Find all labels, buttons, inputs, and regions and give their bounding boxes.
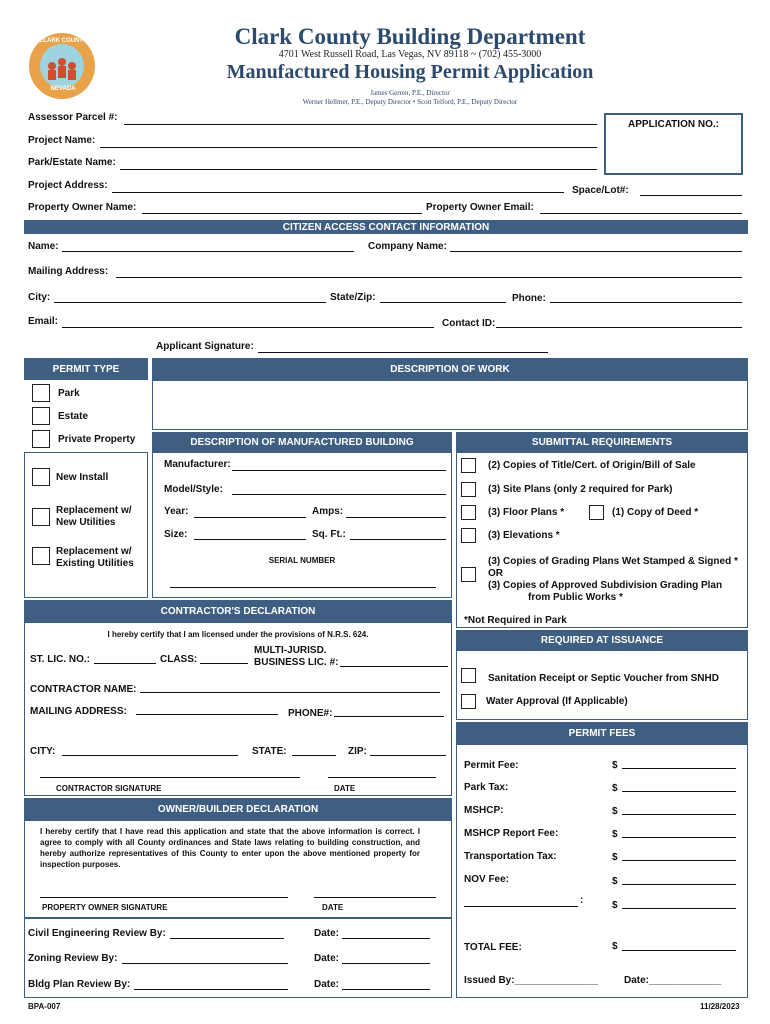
replacement-new-utilities-checkbox[interactable]	[32, 508, 50, 526]
project-address-label: Project Address:	[28, 180, 108, 191]
sqft-input[interactable]	[350, 539, 446, 540]
park-tax-input[interactable]	[622, 791, 736, 792]
private-property-checkbox[interactable]	[32, 430, 50, 448]
year-label: Year:	[164, 506, 189, 517]
assessor-parcel-input[interactable]	[124, 124, 597, 125]
zoning-review-date-label: Date:	[314, 953, 340, 964]
email-input[interactable]	[62, 327, 434, 328]
contractor-name-input[interactable]	[140, 692, 440, 693]
class-input[interactable]	[200, 663, 248, 664]
contractor-date-label: DATE	[334, 784, 356, 793]
review-box	[24, 918, 452, 998]
form-title: Manufactured Housing Permit Application	[226, 61, 594, 83]
deputy-directors: Werner Hellmer, P.E., Deputy Director • Scott Telford, P.E., Deputy Director	[302, 98, 518, 106]
department-name: Clark County Building Department	[234, 24, 586, 49]
st-lic-label: ST. LIC. NO.:	[30, 654, 90, 665]
subdivision-grading-label: (3) Copies of Approved Subdivision Grading Plan	[488, 580, 723, 591]
other-fee-colon: :	[580, 895, 584, 906]
logo-text-top: CLARK COUNTY	[39, 38, 87, 44]
transportation-tax-label: Transportation Tax:	[464, 851, 557, 862]
owner-name-input[interactable]	[142, 213, 422, 214]
civil-review-date-label: Date:	[314, 928, 340, 939]
owner-email-input[interactable]	[540, 213, 742, 214]
application-number-box[interactable]	[604, 113, 743, 175]
other-fee-input[interactable]	[622, 908, 736, 909]
floor-plans-label: (3) Floor Plans *	[488, 507, 565, 518]
copy-of-deed-checkbox[interactable]	[589, 505, 604, 520]
contractor-mailing-input[interactable]	[136, 714, 278, 715]
other-fee-description-input[interactable]	[464, 906, 578, 907]
owner-declaration-text: I hereby certify that I have read this application and state that the above information is correct. I agree to comply with all County ordinances and State laws relating to building construction, and hereby authorize representatives of this County to enter upon the above mentioned property for inspection purposes.	[40, 827, 420, 869]
civil-review-label: Civil Engineering Review By:	[28, 928, 166, 939]
submittal-requirements-header: SUBMITTAL REQUIREMENTS	[456, 432, 748, 452]
park-tax-currency: $	[612, 783, 618, 794]
citizen-name-input[interactable]	[62, 251, 354, 252]
amps-input[interactable]	[346, 517, 446, 518]
park-estate-input[interactable]	[120, 169, 597, 170]
transportation-tax-currency: $	[612, 852, 618, 863]
space-lot-label: Space/Lot#:	[572, 185, 629, 196]
mailing-address-label: Mailing Address:	[28, 266, 109, 277]
mshcp-report-fee-label: MSHCP Report Fee:	[464, 828, 559, 839]
transportation-tax-input[interactable]	[622, 860, 736, 861]
copy-of-deed-label: (1) Copy of Deed *	[612, 507, 699, 518]
issued-date-field[interactable]: Date:_____________	[624, 975, 722, 986]
manufacturer-input[interactable]	[232, 470, 446, 471]
serial-number-input[interactable]	[170, 587, 436, 588]
contractor-phone-label: PHONE#:	[288, 708, 333, 719]
park-label: Park	[58, 388, 80, 399]
manufactured-building-box	[152, 452, 452, 598]
required-at-issuance-box	[456, 650, 748, 720]
city-label: City:	[28, 292, 51, 303]
contractor-state-label: STATE:	[252, 746, 287, 757]
st-lic-input[interactable]	[94, 663, 156, 664]
mailing-address-input[interactable]	[116, 277, 742, 278]
contractor-city-label: CITY:	[30, 746, 56, 757]
contractor-zip-input[interactable]	[370, 755, 446, 756]
nov-fee-label: NOV Fee:	[464, 874, 510, 885]
contractor-mailing-label: MAILING ADDRESS:	[30, 706, 127, 717]
park-tax-label: Park Tax:	[464, 782, 509, 793]
new-install-checkbox[interactable]	[32, 468, 50, 486]
model-style-input[interactable]	[232, 494, 446, 495]
contractor-phone-input[interactable]	[334, 716, 444, 717]
size-input[interactable]	[194, 539, 306, 540]
applicant-signature-label: Applicant Signature:	[156, 341, 254, 352]
contractor-state-input[interactable]	[292, 755, 336, 756]
bldg-review-label: Bldg Plan Review By:	[28, 979, 131, 990]
owner-signature-input[interactable]	[40, 897, 288, 898]
project-address-input[interactable]	[112, 192, 564, 193]
grading-plans-checkbox[interactable]	[461, 567, 476, 582]
state-zip-label: State/Zip:	[330, 292, 376, 303]
email-label: Email:	[28, 316, 59, 327]
description-of-work-area[interactable]	[152, 380, 748, 430]
sanitation-receipt-checkbox[interactable]	[461, 668, 476, 683]
mshcp-report-fee-input[interactable]	[622, 837, 736, 838]
elevations-label: (3) Elevations *	[488, 530, 560, 541]
required-at-issuance-header: REQUIRED AT ISSUANCE	[456, 630, 748, 650]
nov-fee-currency: $	[612, 876, 618, 887]
owner-date-input[interactable]	[314, 897, 436, 898]
owner-name-label: Property Owner Name:	[28, 202, 137, 213]
director: James Gerren, P.E., Director	[370, 89, 450, 97]
total-fee-currency: $	[612, 941, 618, 952]
state-zip-input[interactable]	[380, 302, 506, 303]
private-property-label: Private Property	[58, 434, 136, 445]
form-number: BPA-007	[28, 1002, 61, 1011]
floor-plans-checkbox[interactable]	[461, 505, 476, 520]
application-number-label: APPLICATION NO.:	[628, 119, 719, 130]
from-public-works-label: from Public Works *	[528, 592, 623, 603]
park-checkbox[interactable]	[32, 384, 50, 402]
zoning-review-label: Zoning Review By:	[28, 953, 118, 964]
city-input[interactable]	[54, 302, 326, 303]
total-fee-label: TOTAL FEE:	[464, 942, 522, 953]
permit-fee-currency: $	[612, 760, 618, 771]
contact-id-input[interactable]	[496, 327, 742, 328]
company-name-label: Company Name:	[368, 241, 447, 252]
phone-label: Phone:	[512, 293, 546, 304]
applicant-signature-input[interactable]	[258, 352, 548, 353]
project-name-input[interactable]	[100, 147, 597, 148]
contractor-city-input[interactable]	[62, 755, 238, 756]
mshcp-currency: $	[612, 806, 618, 817]
revision-date: 11/28/2023	[700, 1002, 740, 1011]
mshcp-label: MSHCP:	[464, 805, 504, 816]
business-lic-input[interactable]	[340, 666, 448, 667]
owner-signature-label: PROPERTY OWNER SIGNATURE	[42, 903, 168, 912]
title-origin-label: (2) Copies of Title/Cert. of Origin/Bill of Sale	[488, 460, 696, 471]
mshcp-report-fee-currency: $	[612, 829, 618, 840]
manufactured-building-header: DESCRIPTION OF MANUFACTURED BUILDING	[152, 432, 452, 452]
nov-fee-input[interactable]	[622, 884, 736, 885]
permit-fee-input[interactable]	[622, 768, 736, 769]
year-input[interactable]	[194, 517, 306, 518]
site-plans-label: (3) Site Plans (only 2 required for Park)	[488, 484, 673, 495]
serial-number-label: SERIAL NUMBER	[268, 556, 336, 565]
permit-fees-header: PERMIT FEES	[456, 722, 748, 744]
citizen-access-header: CITIZEN ACCESS CONTACT INFORMATION	[24, 220, 748, 234]
not-required-note: *Not Required in Park	[464, 615, 567, 626]
mshcp-input[interactable]	[622, 814, 736, 815]
estate-checkbox[interactable]	[32, 407, 50, 425]
new-install-label: New Install	[56, 472, 109, 483]
model-style-label: Model/Style:	[164, 484, 223, 495]
assessor-parcel-label: Assessor Parcel #:	[28, 112, 118, 123]
water-approval-label: Water Approval (If Applicable)	[486, 696, 628, 707]
company-name-input[interactable]	[450, 251, 742, 252]
logo-text-bottom: NEVADA	[50, 86, 76, 92]
total-fee-input[interactable]	[622, 950, 736, 951]
multi-jurisd-label: MULTI-JURISD.	[254, 645, 327, 656]
contractor-date-input[interactable]	[328, 777, 436, 778]
sqft-label: Sq. Ft.:	[312, 529, 346, 540]
bldg-review-date-label: Date:	[314, 979, 340, 990]
grading-or-label: OR	[488, 568, 503, 579]
manufacturer-label: Manufacturer:	[164, 459, 231, 470]
class-label: CLASS:	[160, 654, 198, 665]
amps-label: Amps:	[312, 506, 344, 517]
contractor-name-label: CONTRACTOR NAME:	[30, 684, 137, 695]
contractor-certify-text: I hereby certify that I am licensed under the provisions of N.R.S. 624.	[107, 630, 369, 639]
sanitation-receipt-label: Sanitation Receipt or Septic Voucher from SNHD	[488, 673, 719, 684]
contractor-signature-label: CONTRACTOR SIGNATURE	[56, 784, 162, 793]
description-of-work-header: DESCRIPTION OF WORK	[152, 358, 748, 380]
elevations-checkbox[interactable]	[461, 528, 476, 543]
water-approval-checkbox[interactable]	[461, 694, 476, 709]
department-address: 4701 West Russell Road, Las Vegas, NV 89118 ~ (702) 455-3000	[278, 49, 542, 60]
contact-id-label: Contact ID:	[442, 318, 496, 329]
contractor-zip-label: ZIP:	[348, 746, 367, 757]
replacement-new-utilities-label: Replacement w/ New Utilities	[56, 505, 132, 528]
other-fee-currency: $	[612, 900, 618, 911]
site-plans-checkbox[interactable]	[461, 482, 476, 497]
owner-date-label: DATE	[322, 903, 344, 912]
park-estate-label: Park/Estate Name:	[28, 157, 116, 168]
size-label: Size:	[164, 529, 188, 540]
contractor-signature-input[interactable]	[40, 777, 300, 778]
estate-label: Estate	[58, 411, 89, 422]
title-origin-checkbox[interactable]	[461, 458, 476, 473]
grading-plans-label: (3) Copies of Grading Plans Wet Stamped & Signed *	[488, 556, 738, 567]
phone-input[interactable]	[550, 302, 742, 303]
owner-builder-header: OWNER/BUILDER DECLARATION	[24, 798, 452, 820]
replacement-existing-utilities-label: Replacement w/ Existing Utilities	[56, 546, 134, 569]
owner-email-label: Property Owner Email:	[426, 202, 534, 213]
contractor-declaration-header: CONTRACTOR'S DECLARATION	[24, 600, 452, 622]
project-name-label: Project Name:	[28, 135, 96, 146]
replacement-existing-utilities-checkbox[interactable]	[32, 547, 50, 565]
issued-by-field[interactable]: Issued By:_______________	[464, 975, 598, 986]
permit-type-header: PERMIT TYPE	[24, 358, 148, 380]
space-lot-input[interactable]	[640, 195, 742, 196]
permit-fee-label: Permit Fee:	[464, 760, 519, 771]
citizen-name-label: Name:	[28, 241, 59, 252]
business-lic-label: BUSINESS LIC. #:	[254, 657, 339, 668]
